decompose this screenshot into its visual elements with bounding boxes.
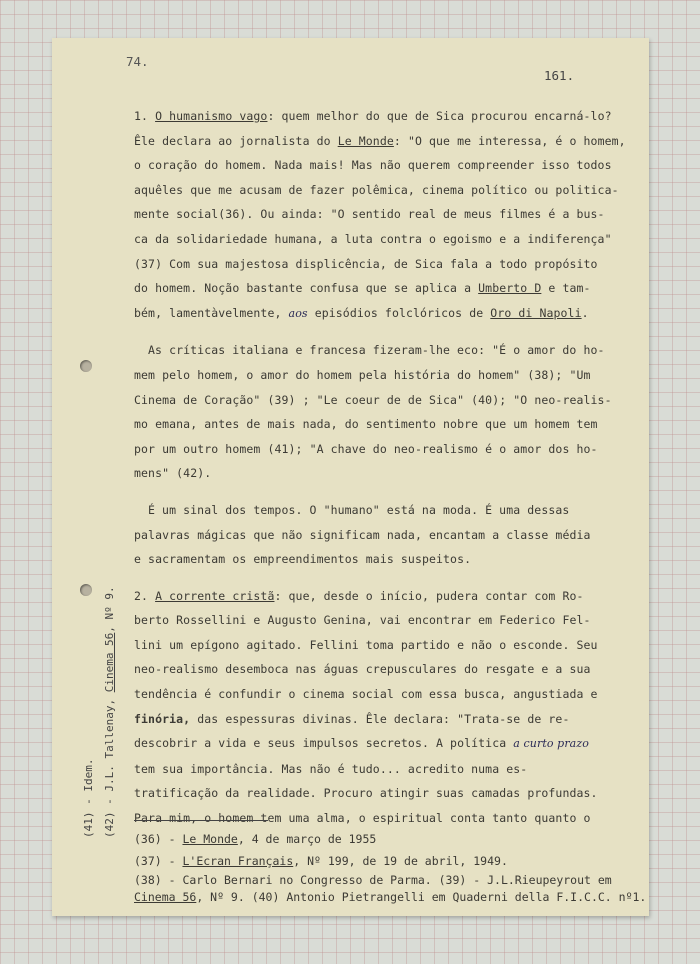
text-line: Cinema de Coração" (39) ; "Le coeur de de Sica" (40); "O neo-realis-: [134, 392, 612, 407]
margin-footnotes: [78, 508, 120, 838]
text-line: aquêles que me acusam de fazer polêmica, cinema político ou politica-: [134, 182, 619, 197]
text-line: 2. A corrente cristã: que, desde o início, pudera contar com Ro-: [134, 588, 584, 603]
underlined-title: O humanismo vago: [155, 109, 268, 123]
text-line: mente social(36). Ou ainda: "O sentido real de meus filmes é a bus-: [134, 207, 605, 222]
text-line: mo emana, antes de mais nada, do sentimento nobre que um homem tem: [134, 417, 598, 432]
text-line: As críticas italiana e francesa fizeram-lhe eco: "É o amor do ho-: [148, 343, 605, 358]
text-line: por um outro homem (41); "A chave do neo-realismo é o amor dos ho-: [134, 441, 598, 456]
page-number-right: 161.: [544, 68, 575, 83]
text-line: mem pelo homem, o amor do homem pela história do homem" (38); "Um: [134, 367, 591, 382]
underlined-title: Le Monde: [182, 832, 238, 846]
text-line: É um sinal dos tempos. O "humano" está na moda. É uma dessas: [148, 502, 570, 517]
text-line: palavras mágicas que não significam nada, encantam a classe média: [134, 527, 591, 542]
underlined-title: Cinema 56: [103, 632, 116, 693]
footnotes: [134, 828, 647, 906]
text-line: finória, das espessuras divinas. Êle declara: "Trata-se de re-: [134, 711, 570, 726]
footnote-line: (36) - Le Monde, 4 de março de 1955: [134, 832, 377, 846]
footnote-line: Cinema 56, Nº 9. (40) Antonio Pietrangelli em Quaderni della F.I.C.C. nº1.: [134, 890, 647, 904]
text-line: descobrir a vida e seus impulsos secretos. A política a curto prazo: [134, 736, 589, 751]
punch-hole: [80, 584, 92, 596]
paragraph: [134, 338, 634, 486]
text-line: tem sua importância. Mas não é tudo... acredito numa es-: [134, 761, 528, 776]
text-line: Êle declara ao jornalista do Le Monde: "O que me interessa, é o homem,: [134, 133, 626, 148]
text-line: mens" (42).: [134, 466, 212, 481]
body-text: [134, 104, 634, 831]
footnote-line: (38) - Carlo Bernari no Congresso de Parma. (39) - J.L.Rieupeyrout em: [134, 873, 612, 887]
text-line: e sacramentam os empreendimentos mais suspeitos.: [134, 552, 472, 567]
text-line: o coração do homem. Nada mais! Mas não querem compreender isso todos: [134, 158, 612, 173]
text-line: do homem. Noção bastante confusa que se aplica a Umberto D e tam-: [134, 281, 591, 296]
underlined-title: Oro di Napoli: [490, 305, 582, 320]
text-line: berto Rossellini e Augusto Genina, vai encontrar em Federico Fel-: [134, 613, 591, 628]
text-line: 1. O humanismo vago: quem melhor do que de Sica procurou encarná-lo?: [134, 109, 612, 123]
text-line: bém, lamentàvelmente, aos episódios folclóricos de Oro di Napoli.: [134, 305, 589, 320]
margin-note-line: (41) - Idem.: [82, 758, 95, 838]
underlined-title: L'Ecran Français: [182, 854, 294, 868]
underlined-title: A corrente cristã: [155, 588, 275, 603]
text-line: tendência é confundir o cinema social com essa busca, angustiada e: [134, 687, 598, 702]
text-line: tratificação da realidade. Procuro atingir suas camadas profundas.: [134, 786, 598, 801]
paragraph: [134, 104, 634, 326]
page-number-left: 74.: [126, 54, 149, 69]
text-line: Para mim, o homem tem uma alma, o espiritual conta tanto quanto o: [134, 811, 591, 826]
handwritten-correction: aos: [288, 306, 308, 320]
handwritten-correction: a curto prazo: [513, 737, 589, 751]
bold-word: finória,: [134, 711, 191, 726]
punch-hole: [80, 360, 92, 372]
text-line: ca da solidariedade humana, a luta contra o egoismo e a indiferença": [134, 231, 612, 246]
paragraph: [134, 498, 634, 572]
text-line: (37) Com sua majestosa displicência, de Sica fala a todo propósito: [134, 256, 598, 271]
paragraph: [134, 584, 634, 831]
document-page: [52, 38, 649, 916]
underlined-title: Cinema 56: [134, 890, 197, 904]
footnote-line: (37) - L'Ecran Français, Nº 199, de 19 de abril, 1949.: [134, 854, 508, 868]
underlined-title: Le Monde: [337, 133, 394, 148]
underlined-title: Umberto D: [478, 281, 542, 296]
margin-note-line: (42) - J.L. Tallenay, Cinema 56, Nº 9.: [103, 586, 116, 838]
text-line: lini um epígono agitado. Fellini toma partido e não o esconde. Seu: [134, 637, 598, 652]
text-line: neo-realismo desemboca nas águas crepusculares do resgate e a sua: [134, 662, 591, 677]
footnote-divider: [134, 820, 268, 821]
